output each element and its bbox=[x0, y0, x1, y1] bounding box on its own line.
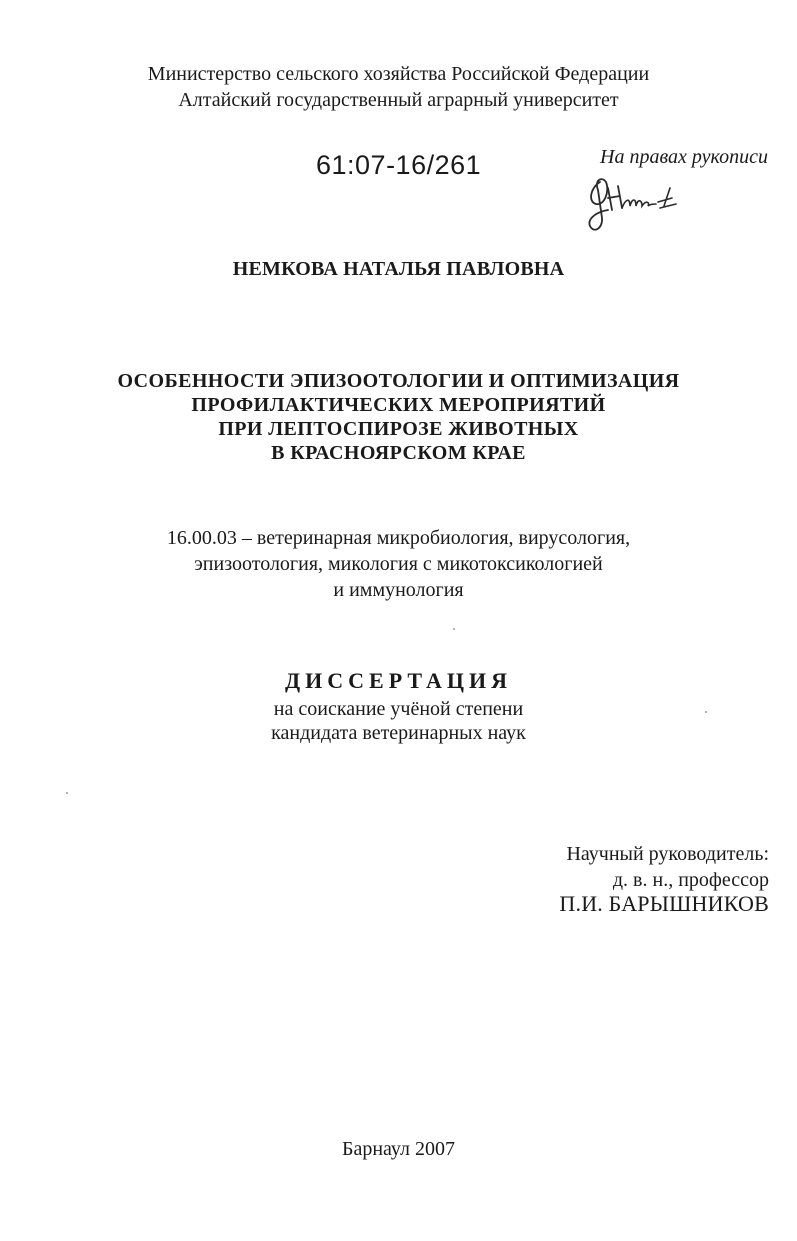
catalog-code: 61:07-16/261 bbox=[316, 150, 482, 180]
degree-line-1: на соискание учёной степени bbox=[273, 698, 524, 720]
supervisor-name: П.И. БАРЫШНИКОВ bbox=[559, 891, 769, 916]
specialty-line-1: 16.00.03 – ветеринарная микробиология, вирусология, bbox=[166, 527, 631, 549]
specialty-line-2: эпизоотология, микология с микотоксикологией bbox=[194, 553, 603, 575]
supervisor-degree: д. в. н., профессор bbox=[612, 869, 769, 891]
place-and-year: Барнаул 2007 bbox=[341, 1138, 456, 1160]
specialty-line-3: и иммунология bbox=[333, 579, 464, 601]
manuscript-rights-note: На правах рукописи bbox=[600, 146, 768, 168]
dissertation-heading: ДИССЕРТАЦИЯ bbox=[285, 668, 512, 693]
title-line-4: В КРАСНОЯРСКОМ КРАЕ bbox=[271, 442, 526, 464]
title-line-3: ПРИ ЛЕПТОСПИРОЗЕ ЖИВОТНЫХ bbox=[218, 418, 579, 440]
scan-speck bbox=[705, 711, 707, 713]
handwritten-signature bbox=[586, 174, 686, 236]
supervisor-label: Научный руководитель: bbox=[566, 843, 769, 865]
scan-speck bbox=[453, 628, 455, 630]
author-name: НЕМКОВА НАТАЛЬЯ ПАВЛОВНА bbox=[232, 258, 565, 280]
scan-speck bbox=[66, 792, 68, 794]
ministry-name: Министерство сельского хозяйства Российской Федерации bbox=[147, 63, 650, 85]
degree-line-2: кандидата ветеринарных наук bbox=[271, 722, 526, 744]
title-line-2: ПРОФИЛАКТИЧЕСКИХ МЕРОПРИЯТИЙ bbox=[191, 394, 606, 416]
university-name: Алтайский государственный аграрный университет bbox=[178, 89, 619, 111]
title-line-1: ОСОБЕННОСТИ ЭПИЗООТОЛОГИИ И ОПТИМИЗАЦИЯ bbox=[117, 370, 680, 392]
